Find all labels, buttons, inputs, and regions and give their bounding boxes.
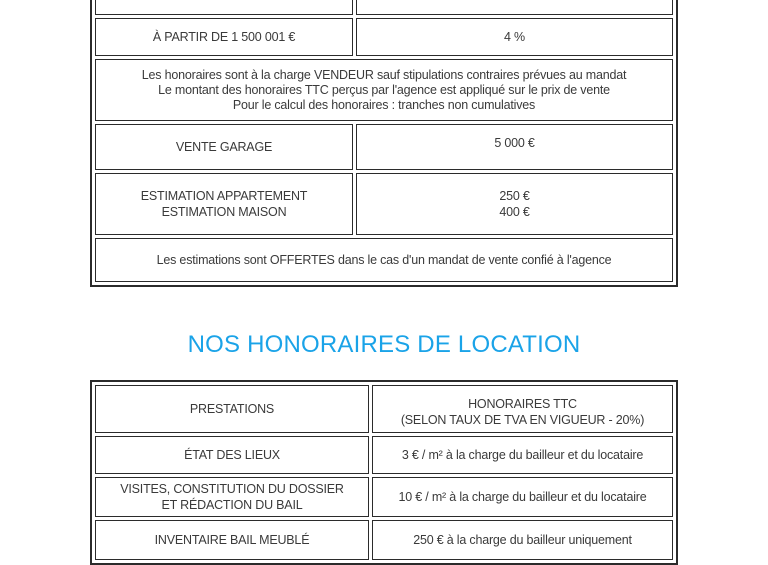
table-row (95, 173, 673, 235)
service-fee: 250 € à la charge du bailleur uniquement (372, 520, 673, 560)
table-row (95, 124, 673, 170)
table-row (95, 436, 673, 474)
service-fee: 3 € / m² à la charge du bailleur et du locataire (372, 436, 673, 474)
service-label: ÉTAT DES LIEUX (95, 436, 369, 474)
estimation-values (356, 173, 673, 235)
estimation-labels (95, 173, 353, 235)
rental-fees-table (90, 380, 678, 565)
table-row (95, 238, 673, 282)
header-prestations: PRESTATIONS (95, 385, 369, 433)
sale-fees-table (90, 0, 678, 287)
estimation-house-value: 400 € (499, 205, 530, 219)
fee-note-line: Pour le calcul des honoraires : tranches non cumulatives (232, 97, 536, 112)
tier-value: 4 % (356, 18, 673, 56)
cell-empty (95, 0, 353, 15)
table-row (95, 477, 673, 517)
service-label-line: VISITES, CONSTITUTION DU DOSSIER (120, 482, 344, 496)
service-fee: 10 € / m² à la charge du bailleur et du locataire (372, 477, 673, 517)
table-header-row (95, 385, 673, 433)
table-row (95, 59, 673, 121)
estimation-apartment-value: 250 € (499, 189, 530, 203)
fee-note-line: Les honoraires sont à la charge VENDEUR sauf stipulations contraires prévues au mandat (141, 67, 627, 82)
service-label (95, 477, 369, 517)
estimation-apartment-label: ESTIMATION APPARTEMENT (140, 189, 308, 203)
cell-empty (356, 0, 673, 15)
estimation-house-label: ESTIMATION MAISON (161, 205, 287, 219)
header-honoraires-line: (SELON TAUX DE TVA EN VIGUEUR - 20%) (400, 413, 645, 427)
service-label: INVENTAIRE BAIL MEUBLÉ (95, 520, 369, 560)
garage-label: VENTE GARAGE (95, 124, 353, 170)
rental-section-title: NOS HONORAIRES DE LOCATION (187, 331, 581, 358)
estimation-note: Les estimations sont OFFERTES dans le cas d'un mandat de vente confié à l'agence (95, 238, 673, 282)
fee-notes (95, 59, 673, 121)
table-row (95, 520, 673, 560)
header-honoraires (372, 385, 673, 433)
service-label-line: ET RÉDACTION DU BAIL (161, 498, 303, 512)
table-row (95, 0, 673, 15)
fee-note-line: Le montant des honoraires TTC perçus par l'agence est appliqué sur le prix de vente (158, 82, 610, 97)
garage-value: 5 000 € (356, 124, 673, 170)
header-honoraires-line: HONORAIRES TTC (468, 397, 577, 411)
table-row (95, 18, 673, 56)
tier-label: À PARTIR DE 1 500 001 € (95, 18, 353, 56)
